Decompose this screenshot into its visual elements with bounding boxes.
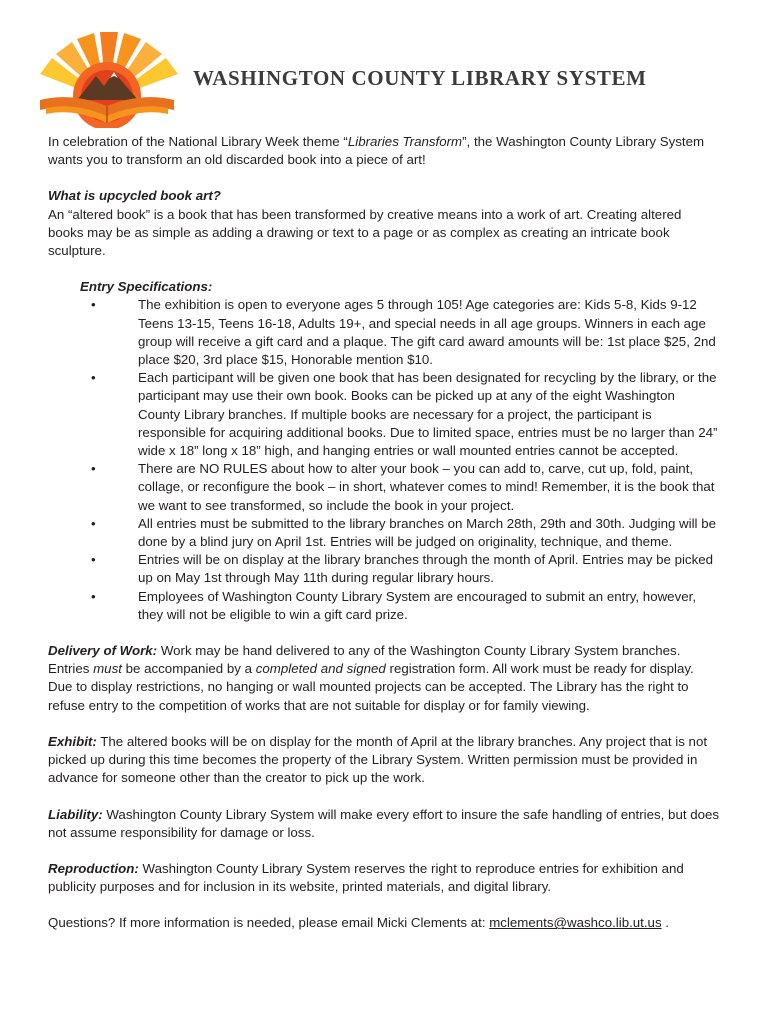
delivery-text-1: Work may be hand delivered to any of the Washington County Library System branches. Entries [48,643,681,677]
exhibit-body: The altered books will be on display for the month of April at the library branches. Any project that is not picked up during this time becomes the property of the Library System. Written permission must be provided in advance for someone other than the creator to pick up the work. [48,733,708,786]
bullet: • [91,297,96,313]
bullet: • [91,552,96,568]
intro-theme: Libraries Transform [347,134,463,149]
reproduction-lead: Reproduction: [48,860,139,876]
list-item-text: Employees of Washington County Library System are encouraged to submit an entry, however, they will not be eligible to win a gift card prize. [138,588,697,622]
list-item [80,296,720,369]
intro-text-start: In celebration of the National Library Week theme “ [48,134,348,149]
delivery-lead: Delivery of Work: [48,643,158,659]
delivery-must: must [93,661,122,677]
reproduction-paragraph [48,860,720,896]
list-item [80,515,720,551]
bullet: • [91,588,96,604]
bullet: • [91,370,96,386]
list-item-text: The exhibition is open to everyone ages 5 through 105! Age categories are: Kids 5-8, Kids 9-12 Teens 13-15, Teens 16-18, Adults 19+, and special needs in all age groups. Winners in each age group will receive a gift card and a plaque. The gift card award amounts will be: 1st place $25, 2nd place $20, 3rd place $15, Honorable mention $10. [138,297,716,368]
bullet: • [91,515,96,531]
questions-end: . [661,915,669,931]
list-item [80,588,720,624]
specifications-list [80,296,720,624]
questions-paragraph [48,914,720,932]
document-body [48,133,720,933]
list-item-text: There are NO RULES about how to alter your book – you can add to, carve, cut up, fold, paint, collage, or reconfigure the book – in short, whatever comes to mind! Remember, it is the book that we want to see transformed, so include the book in your project. [138,461,715,513]
specifications-heading: Entry Specifications: [80,279,213,295]
list-item-text: All entries must be submitted to the library branches on March 28th, 29th and 30th. Judging will be done by a blind jury on April 1st. Entries will be judged on originality, technique, and theme. [138,515,716,550]
entry-specifications [80,278,720,624]
exhibit-lead: Exhibit: [48,733,97,749]
what-is-heading: What is upcycled book art? [48,188,221,204]
delivery-paragraph [48,642,720,715]
org-title: WASHINGTON COUNTY LIBRARY SYSTEM [193,66,647,90]
bullet: • [91,461,96,477]
library-logo [22,28,192,128]
liability-body: Washington County Library System will make every effort to insure the safe handling of entries, but does not assume responsibility for damage or loss. [48,806,720,840]
delivery-text-3: registration form. All work must be ready for display. Due to display restrictions, no hanging or wall mounted projects can be accepted. The Library has the right to refuse entry to the competition of works that are not suitable for display or for family viewing. [48,661,694,713]
intro-text-end: ”, the Washington County Library System wants you to transform an old discarded book into a piece of art! [48,134,705,168]
delivery-text-2: be accompanied by a [121,661,256,677]
list-item-text: Each participant will be given one book that has been designated for recycling by the library, or the participant may use their own book. Books can be picked up at any of the eight Washington County Library branches. If multiple books are necessary for a project, the participant is responsible for acquiring additional books. Due to limited space, entries must be no larger than 24” wide x 18” long x 18” high, and hanging entries or wall mounted entries cannot be accepted. [138,370,718,459]
reproduction-body: Washington County Library System reserves the right to reproduce entries for exhibition and publicity purposes and for inclusion in its website, printed materials, and digital library. [48,860,684,895]
list-item [80,369,720,460]
email-link[interactable]: mclements@washco.lib.ut.us [489,915,662,931]
list-item-text: Entries will be on display at the library branches through the month of April. Entries may be picked up on May 1st through May 11th during regular library hours. [138,552,714,586]
intro-paragraph [48,133,720,169]
what-is-body: An “altered book” is a book that has been transformed by creative means into a work of art. Creating altered books may be as simple as adding a drawing or text to a page or as complex as creating an intricate book sculpture. [48,206,682,259]
list-item [80,460,720,515]
list-item [80,551,720,587]
exhibit-paragraph [48,733,720,788]
questions-text: Questions? If more information is needed, please email Micki Clements at: [48,915,490,931]
liability-paragraph [48,806,720,842]
liability-lead: Liability: [48,806,103,822]
delivery-completed: completed and signed [255,661,386,677]
